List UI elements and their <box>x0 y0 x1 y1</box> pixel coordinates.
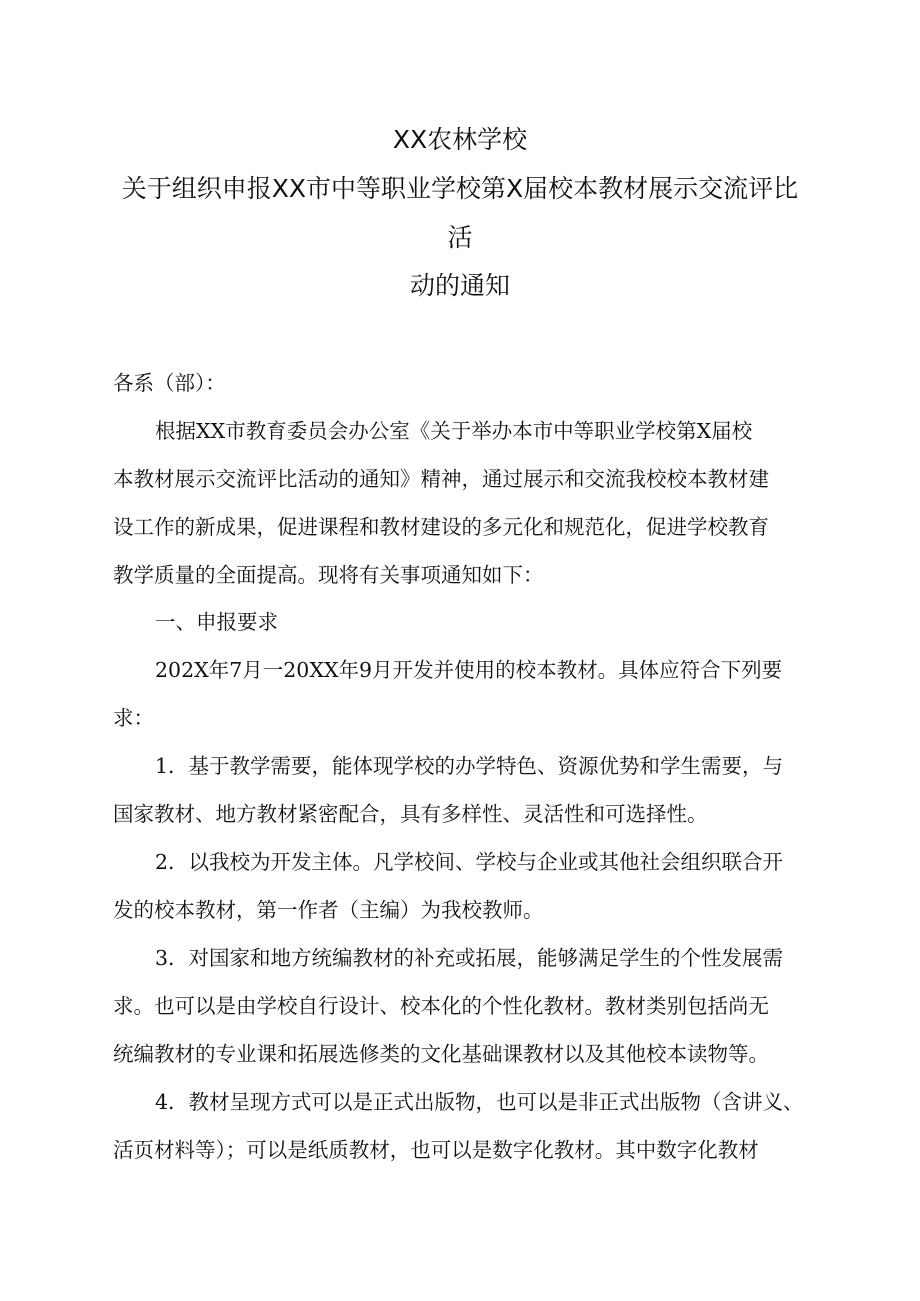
list-item-line: 2．以我校为开发主体。凡学校间、学校与企业或其他社会组织联合开 <box>155 850 784 874</box>
school-name: XX农林学校 <box>392 125 528 154</box>
list-item-line: 4．教材呈现方式可以是正式出版物，也可以是非正式出版物（含讲义、 <box>155 1090 804 1114</box>
list-item-line: 发的校本教材，第一作者（主编）为我校教师。 <box>113 898 544 922</box>
list-item-line: 求。也可以是由学校自行设计、校本化的个性化教材。教材类别包括尚无 <box>113 994 769 1018</box>
paragraph-line: 202X年7月一20XX年9月开发并使用的校本教材。具体应符合下列要 <box>155 658 783 682</box>
paragraph-line: 根据XX市教育委员会办公室《关于举办本市中等职业学校第X届校 <box>155 419 753 443</box>
paragraph-line: 求： <box>113 706 154 730</box>
list-item-line: 1．基于教学需要，能体现学校的办学特色、资源优势和学生需要，与 <box>155 754 784 778</box>
list-item-line: 国家教材、地方教材紧密配合，具有多样性、灵活性和可选择性。 <box>113 802 708 826</box>
section-heading: 一、申报要求 <box>155 610 278 634</box>
salutation: 各系（部）： <box>113 371 226 395</box>
list-item-line: 3．对国家和地方统编教材的补充或拓展，能够满足学生的个性发展需 <box>155 946 784 970</box>
list-item-line: 统编教材的专业课和拓展选修类的文化基础课教材以及其他校本读物等。 <box>113 1042 769 1066</box>
notice-title-line-2: 活 <box>447 223 473 252</box>
paragraph-line: 教学质量的全面提高。现将有关事项通知如下： <box>113 563 544 587</box>
paragraph-line: 本教材展示交流评比活动的通知》精神，通过展示和交流我校校本教材建 <box>113 467 769 491</box>
notice-title-line-3: 动的通知 <box>409 271 510 300</box>
list-item-line: 活页材料等）；可以是纸质教材，也可以是数字化教材。其中数字化教材 <box>113 1138 759 1162</box>
paragraph-line: 设工作的新成果，促进课程和教材建设的多元化和规范化，促进学校教育 <box>113 515 769 539</box>
notice-title-line-1: 关于组织申报XX市中等职业学校第X届校本教材展示交流评比 <box>121 174 799 203</box>
